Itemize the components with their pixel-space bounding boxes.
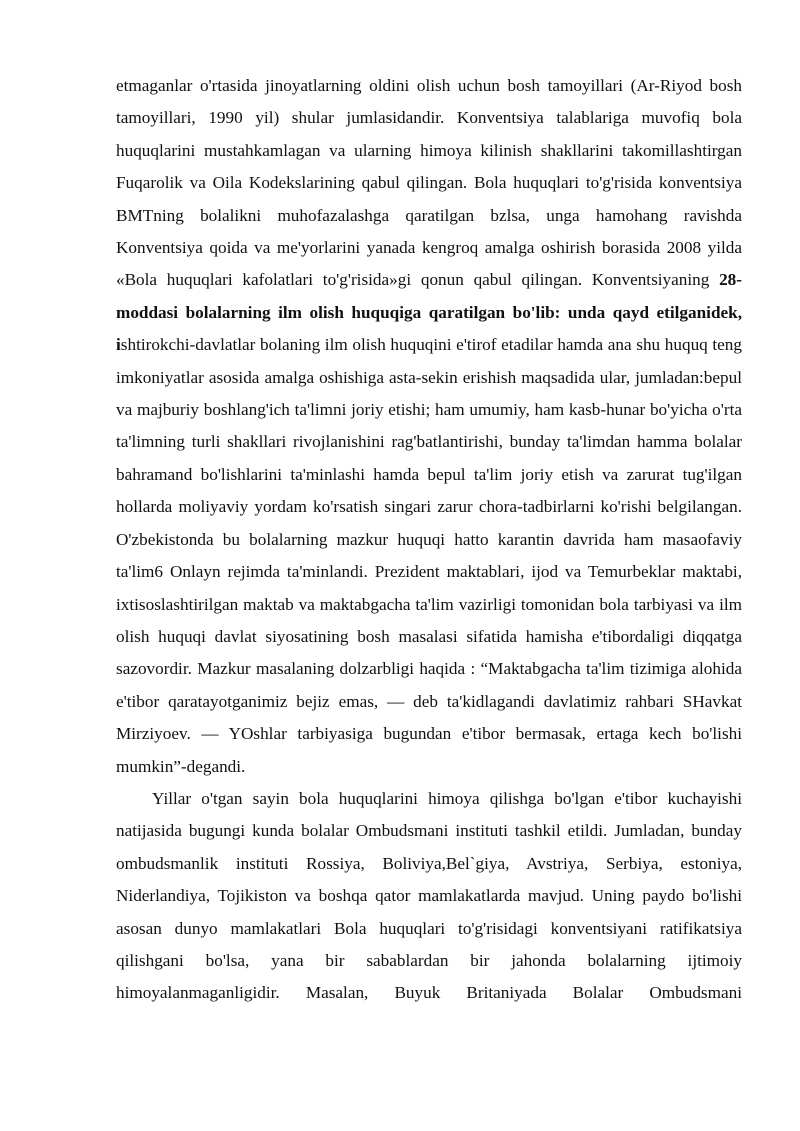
document-page — [116, 70, 742, 1010]
paragraph-1-text: etmaganlar o'rtasida jinoyatlarning oldini olish uchun bosh tamoyillari (Ar-Riyod bosh tamoyillari, 1990 yil) shular jumlasidandir. Konventsiya talablariga muvofiq bola huquqlarini mustahkamlagan va ularning himoya kilinish shakllarini takomillashtirgan Fuqarolik va Oila Kodekslarining qabul qilingan. Bola huquqlari to'g'risida konventsiya BMTning bolalikni muhofazalashga qaratilgan bzlsa, unga hamohang ravishda Konventsiya qoida va me'yorlarini yanada kengroq amalga oshirish borasida 2008 yilda «Bola huquqlari kafolatlari to'g'risida»gi qonun qabul qilingan. Konventsiyaning — [116, 76, 742, 290]
paragraph-1 — [116, 70, 742, 783]
paragraph-1-continuation: shtirokchi-davlatlar bolaning ilm olish huquqini e'tirof etadilar hamda ana shu huquq teng imkoniyatlar asosida amalga oshishiga asta-sekin erishish maqsadida ular, jumladan:bepul va majburiy boshlang'ich ta'limni joriy etishi; ham umumiy, ham kasb-hunar bo'yicha o'rta ta'limning turli shakllari rivojlanishini rag'batlantirishi, bunday ta'limdan hamma bolalar bahramand bo'lishlarini ta'minlashi hamda bepul ta'lim joriy etish va zarurat tug'ilgan hollarda moliyaviy yordam ko'rsatish singari zarur chora-tadbirlarni ko'rishi belgilangan. O'zbekistonda bu bolalarning mazkur huquqi hatto karantin davrida ham masaofaviy ta'lim6 Onlayn rejimda ta'minlandi. Prezident maktablari, ijod va Temurbeklar maktabi, ixtisoslashtirilgan maktab va maktabgacha ta'lim vazirligi tomonidan bola tarbiyasi va ilm olish huquqi davlat siyosatining bosh masalasi sifatida hamisha e'tibordaligi diqqatga sazovordir. Mazkur masalaning dolzarbligi haqida : “Maktabgacha ta'lim tizimiga alohida e'tibor qaratayotganimiz bejiz emas, — deb ta'kidlagandi davlatimiz rahbari SHavkat Mirziyoev. — YOshlar tarbiyasiga bugundan e'tibor bermasak, ertaga kech bo'lishi mumkin”-degandi. — [116, 335, 742, 776]
paragraph-2-text: Yillar o'tgan sayin bola huquqlarini himoya qilishga bo'lgan e'tibor kuchayishi natijasida bugungi kunda bolalar Ombudsmani instituti tashkil etildi. Jumladan, bunday ombudsmanlik instituti Rossiya, Boliviya,Bel`giya, Avstriya, Serbiya, estoniya, Niderlandiya, Tojikiston va boshqa qator mamlakatlarda mavjud. Uning paydo bo'lishi asosan dunyo mamlakatlari Bola huquqlari to'g'risidagi konventsiyani ratifikatsiya qilishgani bo'lsa, yana bir sabablardan bir jahonda bolalarning ijtimoiy himoyalanmaganligidir. Masalan, Buyuk Britaniyada Bolalar Ombudsmani — [116, 788, 742, 1003]
paragraph-2 — [116, 783, 742, 1010]
article-28-bold-text: 28-moddasi bolalarning ilm olish huquqiga qaratilgan bo'lib: unda qayd etilganidek, i — [116, 270, 742, 355]
